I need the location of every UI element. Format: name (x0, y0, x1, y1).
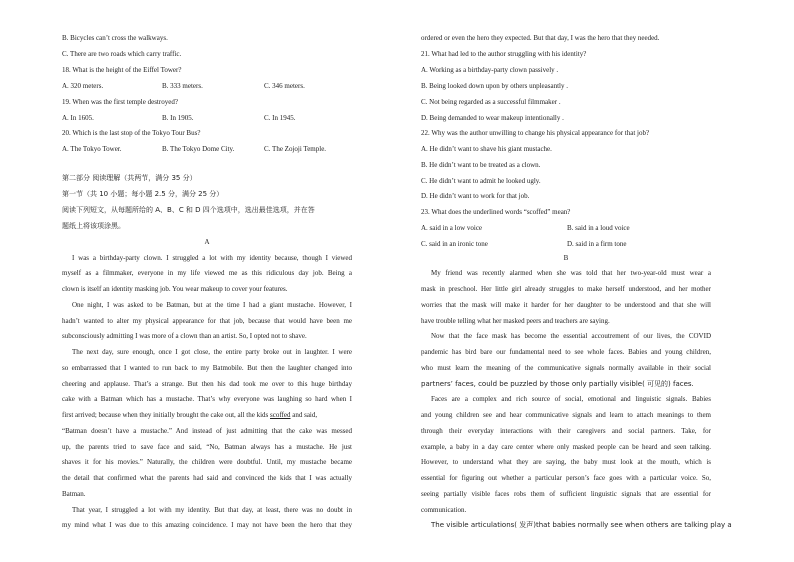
passage-a-text: and said, (290, 411, 318, 419)
q20-option-c: C. The Zojoji Temple. (264, 145, 327, 153)
q21-option-d: D. Being demanded to wear makeup intentionally . (421, 114, 564, 122)
instructions-line-2: 题纸上将该项涂黑。 (62, 222, 125, 230)
passage-a-line: my mind what I was due to this amazing coincidence. I may not have been the hero that they (62, 521, 352, 529)
q17-option-b: B. Bicycles can’t cross the walkways. (62, 34, 168, 42)
passage-a-line: The next day, sure enough, once I got close, the entire party broke out in laughter. I were (72, 348, 352, 356)
q23-option-c: C. said in an ironic tone (421, 240, 488, 248)
passage-a-line: shaves it for his movies.” Naturally, the children were doubtful. Until, my mustache became (62, 458, 352, 466)
q19-stem: 19. When was the first temple destroyed? (62, 98, 178, 106)
q22-option-b: B. He didn’t want to be treated as a clown. (421, 161, 541, 169)
part2-title: 第二部分 阅读理解（共两节，满分 35 分） (62, 174, 197, 182)
instructions-line-1: 阅读下列短文，从每题所给的 A、B、C 和 D 四个选项中，选出最佳选项，并在答 (62, 206, 315, 214)
q21-stem: 21. What had led to the author struggling with his identity? (421, 50, 587, 58)
passage-b-line: worries that the mask will make it harder for her daughter to be understood and that she will (421, 301, 711, 309)
q18-option-b: B. 333 meters. (162, 82, 203, 90)
passage-b-line: The visible articulations( 发声)that babies normally see when others are talking play a (431, 521, 732, 529)
q22-option-d: D. He didn’t want to work for that job. (421, 192, 530, 200)
q20-stem: 20. Which is the last stop of the Tokyo Tour Bus? (62, 129, 201, 137)
passage-a-line: clown is itself an identity masking job. You wear makeup to cover your features. (62, 285, 288, 293)
passage-b-line: seeing partially visible faces robs them of sufficient linguistic signals that are essential for (421, 490, 711, 498)
passage-a-line: I was a birthday-party clown. I struggled a lot with my identity because, though I viewed (72, 254, 352, 262)
passage-a-line: myself as a filmmaker, everyone in my life viewed me as this ridiculous day job. Being a (62, 269, 352, 277)
q19-option-b: B. In 1905. (162, 114, 194, 122)
q21-option-c: C. Not being regarded as a successful filmmaker . (421, 98, 561, 106)
passage-b-line: have trouble telling what her masked peers and teachers are saying. (421, 317, 610, 325)
passage-a-closing-line: ordered or even the hero they expected. But that day, I was the hero that they needed. (421, 34, 660, 42)
passage-b-line: and young children see and hear communicative signals and learn to attach meanings to them (421, 411, 711, 419)
passage-a-line: That year, I struggled a lot with my identity. But that day, at least, there was no doubt in (72, 506, 352, 514)
underlined-word-scoffed: scoffed (270, 411, 291, 419)
q18-option-c: C. 346 meters. (264, 82, 305, 90)
passage-a-line: cake with a Batman which has a mustache. That’s why everyone was laughing so hard when I (62, 395, 352, 403)
q22-option-a: A. He didn’t want to shave his giant mustache. (421, 145, 552, 153)
passage-b-line: pandemic has bird bare our fundamental need to see whole faces. Babies and young children, (421, 348, 711, 356)
q18-option-a: A. 320 meters. (62, 82, 104, 90)
q23-option-a: A. said in a low voice (421, 224, 483, 232)
q17-option-c: C. There are two roads which carry traffic. (62, 50, 182, 58)
passage-a-line: so embarrassed that I wanted to run back to my Batmobile. But then the laughter changed into (62, 364, 352, 372)
passage-b-line: Faces are a complex and rich source of social, emotional and linguistic signals. Babies (431, 395, 711, 403)
q20-option-b: B. The Tokyo Dome City. (162, 145, 235, 153)
passage-b-line: communication. (421, 506, 467, 514)
q21-option-a: A. Working as a birthday-party clown passively . (421, 66, 559, 74)
q23-option-d: D. said in a firm tone (567, 240, 627, 248)
passage-b-line: who must learn the meaning of the communicative signals normally available in their social (421, 364, 711, 372)
passage-a-line: Batman. (62, 490, 86, 498)
q22-option-c: C. He didn’t want to admit he looked ugly. (421, 177, 541, 185)
passage-b-line: My friend was recently alarmed when she was told that her two-year-old must wear a (431, 269, 711, 277)
passage-b-line: through their everyday interactions with their caregivers and social partners. Take, for (421, 427, 711, 435)
passage-b-line: essential for figuring out whether a particular person’s face goes with a particular voice. So, (421, 474, 711, 482)
q23-option-b: B. said in a loud voice (567, 224, 630, 232)
passage-b-line: example, a baby in a day care center where only masked people can be heard and seen talking. (421, 443, 711, 451)
passage-a-line: “Batman doesn’t have a mustache.” And instead of just admitting that the cake was messed (62, 427, 352, 435)
passage-a-text: first arrived; because when they initially brought the cake out, all the kids (62, 411, 270, 419)
passage-b-line: partners’ faces, could be puzzled by those only partially visible( 可见的) faces. (421, 380, 694, 388)
passage-a-line: subconsciously admitting I was more of a clown than an artist. So, I opted not to shave. (62, 332, 307, 340)
passage-b-line: However, to understand what they are saying, the baby must look at the mouth, which is (421, 458, 711, 466)
q22-stem: 22. Why was the author unwilling to change his physical appearance for that job? (421, 129, 650, 137)
passage-a-line: hadn’t wanted to alter my physical appearance for that job, because that would have been me (62, 317, 352, 325)
q20-option-a: A. The Tokyo Tower. (62, 145, 122, 153)
passage-a-line: the detail that confirmed what the parents had said and convinced the kids that I was actually (62, 474, 352, 482)
section1-title: 第一节（共 10 小题；每小题 2.5 分，满分 25 分） (62, 190, 224, 198)
passage-b-line: mask in preschool. Her little girl already struggles to make herself understood, and her mother (421, 285, 711, 293)
q18-stem: 18. What is the height of the Eiffel Tower? (62, 66, 182, 74)
q19-option-c: C. In 1945. (264, 114, 296, 122)
passage-a-line: One night, I was asked to be Batman, but at the time I had a giant mustache. However, I (72, 301, 352, 309)
passage-b-label: B (563, 254, 569, 262)
q23-stem: 23. What does the underlined words “scoffed” mean? (421, 208, 571, 216)
passage-b-line: Now that the face mask has become the essential accoutrement of our lives, the COVID (431, 332, 711, 340)
passage-a-line-scoffed (62, 411, 317, 419)
passage-a-line: up, the parents tried to save face and said, “No, Batman always has a mustache. He just (62, 443, 352, 451)
passage-a-line: cheering and applause. That’s a strange. But then his dad took me over to this huge birthday (62, 380, 352, 388)
q21-option-b: B. Being looked down upon by others unpleasantly . (421, 82, 568, 90)
passage-a-label: A (204, 238, 210, 246)
q19-option-a: A. In 1605. (62, 114, 94, 122)
